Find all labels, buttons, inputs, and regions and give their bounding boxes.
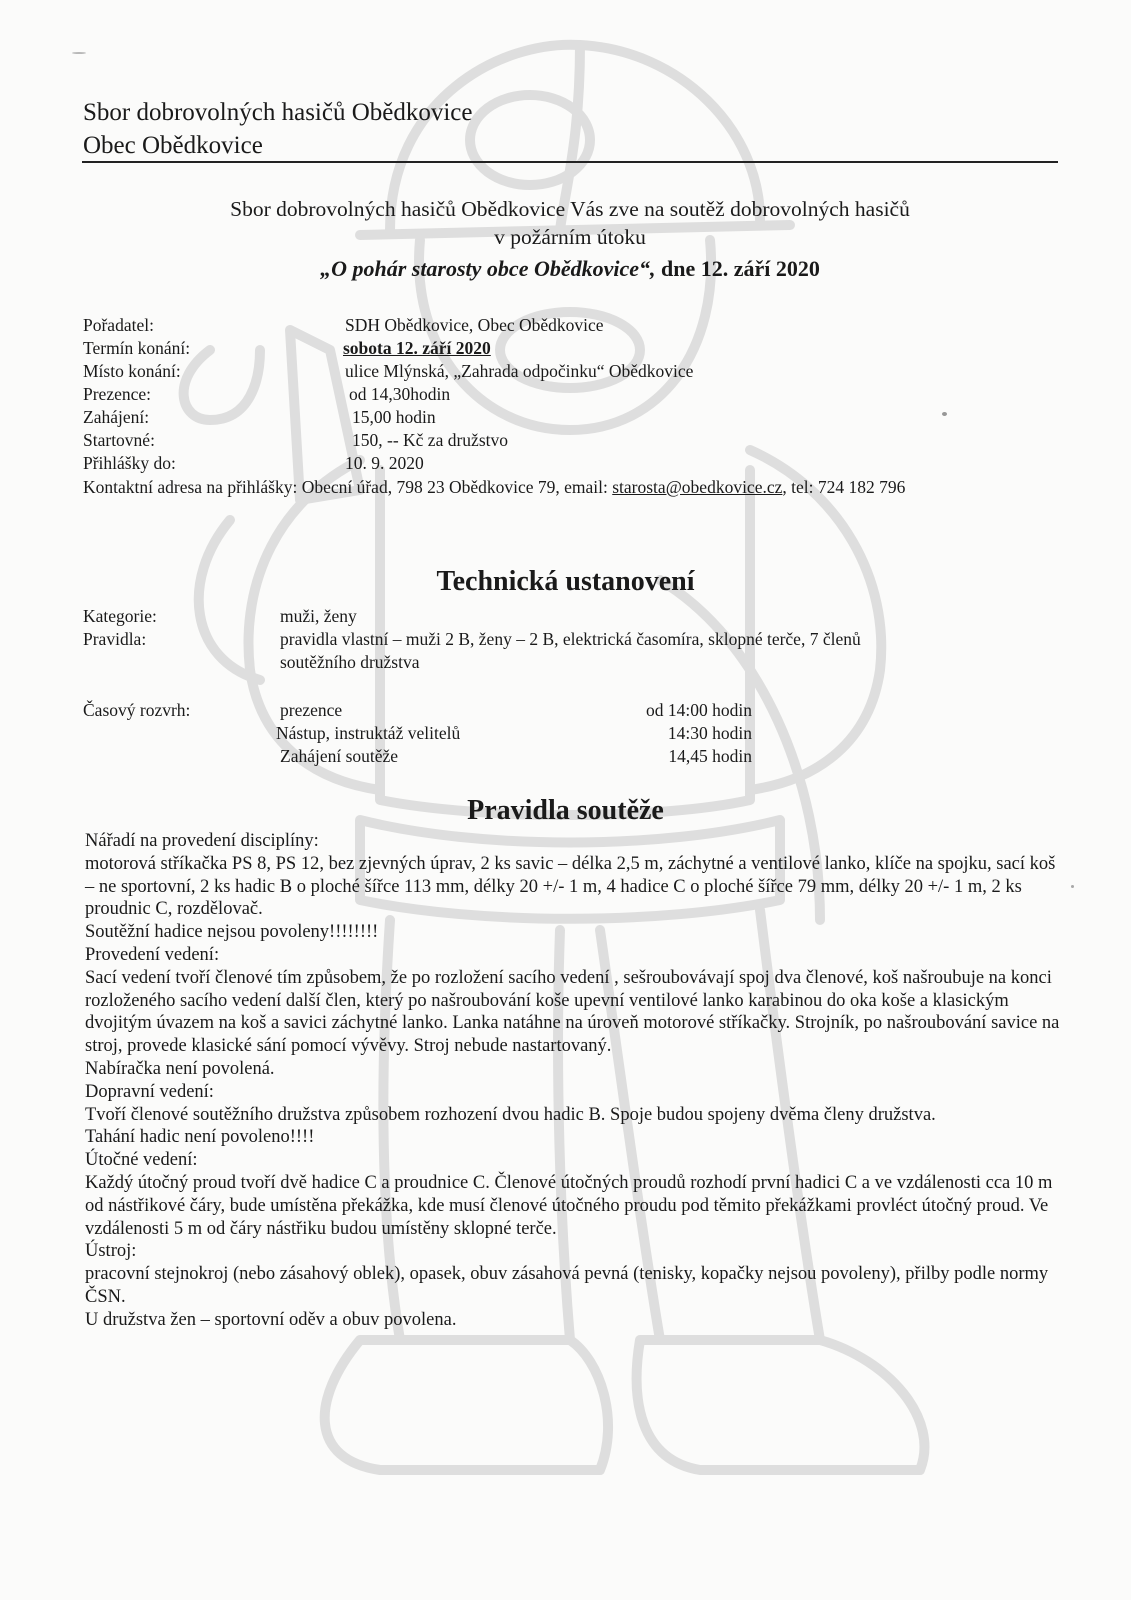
rules-heading: Pravidla soutěže	[467, 795, 664, 826]
registration-label: Prezence:	[83, 384, 152, 404]
paragraph: pracovní stejnokroj (nebo zásahový oblek), opasek, obuv zásahová pevná (tenisky, kopačky nejsou povoleny), přilby podle normy ČSN.	[85, 1264, 1049, 1307]
competition-title	[60, 256, 1080, 282]
start-label: Zahájení:	[83, 407, 150, 427]
scan-speck	[942, 412, 947, 416]
paragraph: Nabíračka není povolená.	[85, 1058, 275, 1079]
paragraph: Nářadí na provedení disciplíny:	[85, 831, 319, 851]
venue-label: Místo konání:	[83, 361, 181, 381]
rules-label: Pravidla:	[83, 629, 147, 649]
organizer-value: SDH Obědkovice, Obec Obědkovice	[345, 315, 604, 335]
paragraph: Tvoří členové soutěžního družstva způsobem rozhození dvou hadic B. Spoje budou spojeny dvěma členy družstva.	[85, 1104, 936, 1125]
start-value: 15,00 hodin	[352, 407, 436, 427]
competition-date: dne 12. září 2020	[655, 256, 820, 281]
category-value: muži, ženy	[280, 606, 357, 626]
paragraph: Útočné vedení:	[85, 1150, 198, 1171]
municipality-name: Obec Obědkovice	[83, 132, 263, 159]
paragraph: Provedení vedení:	[85, 944, 220, 965]
venue-value: ulice Mlýnská, „Zahrada odpočinku“ Obědkovice	[345, 361, 694, 381]
deadline-label: Přihlášky do:	[83, 453, 176, 473]
contact-phone: , tel: 724 182 796	[782, 477, 906, 497]
date-label: Termín konání:	[83, 338, 191, 358]
category-label: Kategorie:	[83, 606, 157, 626]
paragraph: Sací vedení tvoří členové tím způsobem, že po rozložení sacího vedení , sešroubovávají spoj dva členové, koš našroubuje na konci rozloženého sacího vedení další člen, který po našroubování koše upevní ventilové lanko karabinou do oka koše a klasickým dvojitým úvazem na koš a savici záchytné lanko. Lanka natáhne na úroveň motorové stříkačky. Strojník, po našroubování savice na stroj, provede klasické sání pomocí vývěvy. Stroj nebude nastartovaný.	[85, 967, 1060, 1057]
paragraph: Soutěžní hadice nejsou povoleny!!!!!!!!	[85, 922, 379, 943]
competition-title-italic: „O pohár starosty obce Obědkovice“,	[320, 256, 656, 281]
rules-value-line2: soutěžního družstva	[280, 652, 420, 672]
organizer-label: Pořadatel:	[83, 315, 154, 335]
scan-speck	[1071, 885, 1074, 888]
organization-name: Sbor dobrovolných hasičů Obědkovice	[83, 99, 473, 126]
schedule-time: 14:30 hodin	[667, 723, 752, 743]
contact-text: Kontaktní adresa na přihlášky: Obecní úřad, 798 23 Obědkovice 79, email:	[83, 477, 613, 497]
paragraph: Dopravní vedení:	[85, 1081, 214, 1102]
date-value: sobota 12. září 2020	[343, 338, 491, 358]
rules-body	[85, 830, 1060, 1332]
paragraph: Každý útočný proud tvoří dvě hadice C a proudnice C. Členové útočných proudů rozhodí první hadici C a ve vzdálenosti cca 10 m od nástřikové čáry, bude umístěna překážka, kde musí členové útočného proudu pod těmito překážkami provléct útočný proud. Ve vzdálenosti 5 m od čáry nástřiku budou umístěny sklopné terče.	[85, 1172, 1053, 1239]
invitation-line1: Sbor dobrovolných hasičů Obědkovice Vás zve na soutěž dobrovolných hasičů	[230, 197, 910, 221]
schedule-event: Zahájení soutěže	[280, 746, 399, 766]
contact-email-link[interactable]: starosta@obedkovice.cz	[612, 477, 783, 497]
paragraph: motorová stříkačka PS 8, PS 12, bez zjevných úprav, 2 ks savic – délka 2,5 m, záchytné a ventilové lanko, klíče na spojku, sací koš – ne sportovní, 2 ks hadic B o ploché šířce 113 mm, délky 20 +/- 1 m, 4 hadice C o ploché šířce 79 mm, délky 20 +/- 1 m, 2 ks proudnic C, rozdělovač.	[85, 853, 1056, 920]
registration-value: od 14,30hodin	[349, 384, 451, 404]
paragraph: U družstva žen – sportovní oděv a obuv povolena.	[85, 1309, 457, 1330]
schedule-time: 14,45 hodin	[668, 746, 752, 766]
paragraph: Tahání hadic není povoleno!!!!	[85, 1127, 315, 1148]
deadline-value: 10. 9. 2020	[345, 453, 424, 473]
paragraph: Ústroj:	[85, 1241, 137, 1262]
fee-value: 150, -- Kč za družstvo	[352, 430, 508, 450]
technical-heading: Technická ustanovení	[436, 566, 695, 597]
schedule-event: Nástup, instruktáž velitelů	[276, 723, 461, 743]
schedule-time: od 14:00 hodin	[646, 700, 752, 720]
scan-speck	[72, 52, 86, 54]
fee-label: Startovné:	[83, 430, 155, 450]
contact-line	[83, 476, 905, 498]
rules-value-line1: pravidla vlastní – muži 2 B, ženy – 2 B, elektrická časomíra, sklopné terče, 7 členů	[280, 629, 861, 649]
invitation-line2: v požárním útoku	[494, 225, 646, 249]
header-divider	[82, 161, 1058, 163]
schedule-label: Časový rozvrh:	[83, 700, 191, 720]
schedule-event: prezence	[280, 700, 343, 720]
